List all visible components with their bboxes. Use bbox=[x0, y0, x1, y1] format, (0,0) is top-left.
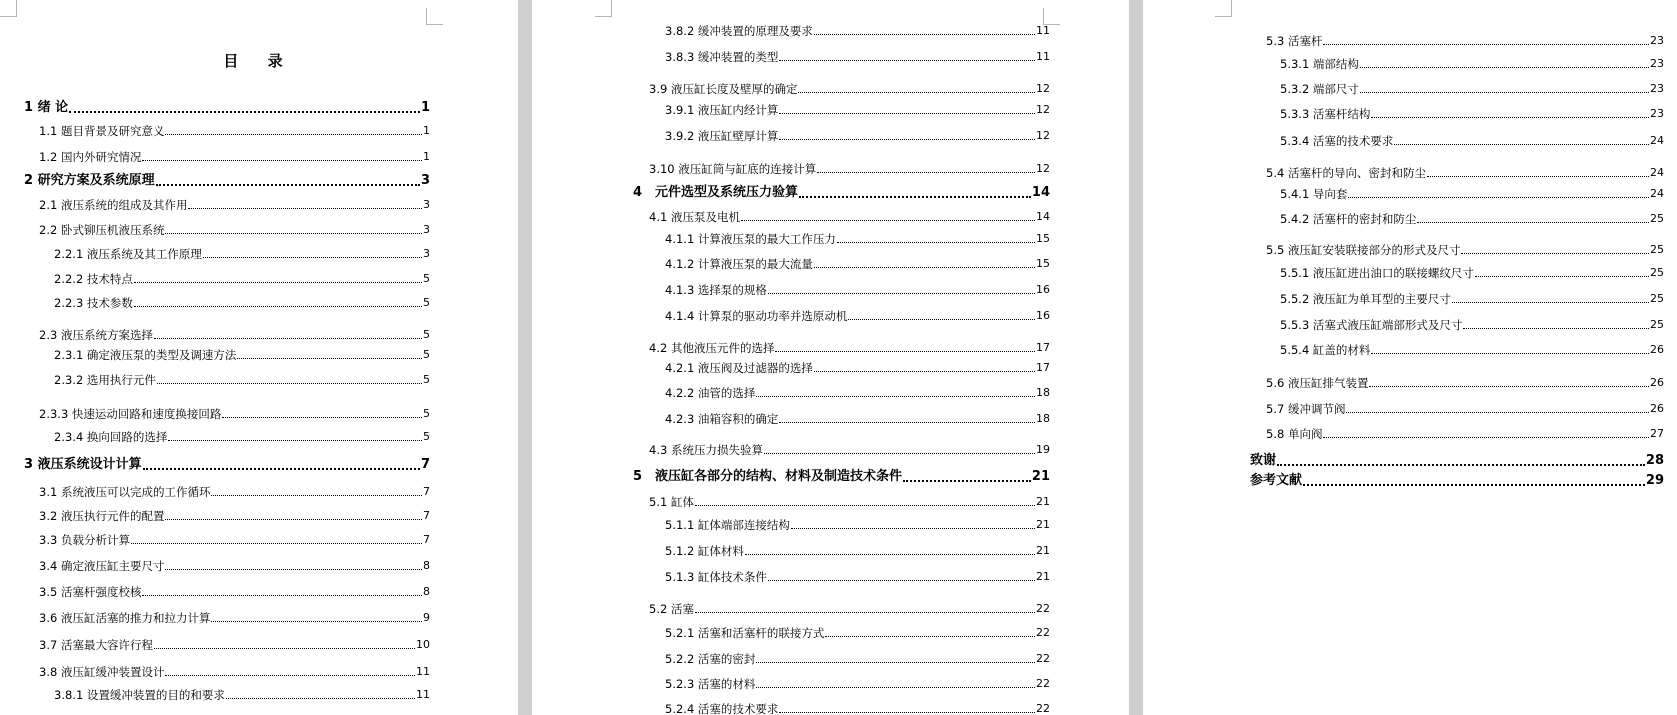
toc-dot-leader bbox=[1348, 197, 1649, 198]
toc-dot-leader bbox=[756, 687, 1035, 688]
toc-dot-leader bbox=[695, 612, 1035, 613]
toc-page-number: 26 bbox=[1650, 343, 1664, 356]
toc-dot-leader bbox=[779, 139, 1035, 140]
toc-page-number: 22 bbox=[1036, 677, 1050, 690]
toc-entry[interactable] bbox=[1280, 105, 1664, 123]
toc-entry-title: 2 研究方案及系统原理 bbox=[24, 173, 155, 188]
toc-entry[interactable] bbox=[39, 196, 430, 214]
toc-entry-title: 5.1.2 缸体材料 bbox=[665, 544, 744, 558]
toc-dot-leader bbox=[134, 306, 422, 307]
toc-entry-title: 3 液压系统设计计算 bbox=[24, 457, 142, 472]
toc-entry[interactable] bbox=[24, 456, 430, 474]
toc-entry-title: 2.2.3 技术参数 bbox=[54, 296, 133, 310]
toc-entry[interactable] bbox=[1280, 132, 1664, 150]
toc-dot-leader bbox=[768, 580, 1035, 581]
toc-entry-title: 1.1 题目背景及研究意义 bbox=[39, 124, 165, 138]
toc-page-number: 16 bbox=[1036, 309, 1050, 322]
toc-dot-leader bbox=[825, 636, 1035, 637]
toc-entry[interactable] bbox=[39, 663, 430, 681]
toc-dot-leader bbox=[188, 208, 422, 209]
toc-page-number: 17 bbox=[1036, 361, 1050, 374]
toc-entry[interactable] bbox=[54, 294, 430, 312]
toc-entry[interactable] bbox=[665, 359, 1050, 377]
toc-page-number: 14 bbox=[1031, 185, 1050, 200]
toc-dot-leader bbox=[165, 134, 422, 135]
toc-page-number: 11 bbox=[1036, 24, 1050, 37]
toc-page-number: 22 bbox=[1036, 652, 1050, 665]
toc-entry[interactable] bbox=[649, 339, 1050, 357]
toc-entry[interactable] bbox=[24, 172, 430, 190]
toc-entry[interactable] bbox=[665, 281, 1050, 299]
toc-dot-leader bbox=[1475, 276, 1649, 277]
toc-dot-leader bbox=[848, 319, 1035, 320]
toc-dot-leader bbox=[142, 595, 422, 596]
toc-entry[interactable] bbox=[633, 468, 1050, 486]
toc-page-number: 23 bbox=[1650, 107, 1664, 120]
toc-dot-leader bbox=[756, 662, 1035, 663]
toc-entry[interactable] bbox=[39, 507, 430, 525]
toc-entry-title: 5.1.3 缸体技术条件 bbox=[665, 570, 767, 584]
toc-dot-leader bbox=[165, 569, 422, 570]
toc-entry-title: 参考文献 bbox=[1250, 473, 1303, 488]
toc-entry-title: 5.7 缓冲调节阀 bbox=[1266, 402, 1346, 416]
toc-dot-leader bbox=[745, 554, 1035, 555]
toc-entry-title: 5.4.1 导向套 bbox=[1280, 187, 1348, 201]
toc-entry-title: 5.2.2 活塞的密封 bbox=[665, 652, 756, 666]
toc-entry[interactable] bbox=[1280, 80, 1664, 98]
toc-page-number: 3 bbox=[423, 223, 430, 236]
toc-entry-title: 2.2.1 液压系统及其工作原理 bbox=[54, 247, 202, 261]
toc-entry-title: 3.9.1 液压缸内经计算 bbox=[665, 103, 779, 117]
toc-entry[interactable] bbox=[1250, 472, 1664, 490]
document-page-3 bbox=[1143, 0, 1677, 715]
toc-entry[interactable] bbox=[665, 48, 1050, 66]
toc-dot-leader bbox=[779, 60, 1035, 61]
toc-entry-title: 5.5.3 活塞式液压缸端部形式及尺寸 bbox=[1280, 318, 1463, 332]
toc-entry[interactable] bbox=[54, 371, 430, 389]
toc-dot-leader bbox=[156, 184, 420, 186]
toc-entry-title: 5.2 活塞 bbox=[649, 602, 694, 616]
toc-dot-leader bbox=[768, 293, 1035, 294]
toc-page-number: 15 bbox=[1036, 232, 1050, 245]
toc-entry[interactable] bbox=[54, 428, 430, 446]
toc-dot-leader bbox=[756, 396, 1035, 397]
toc-entry[interactable] bbox=[665, 624, 1050, 642]
toc-dot-leader bbox=[226, 698, 415, 699]
toc-dot-leader bbox=[131, 543, 422, 544]
toc-page-number: 22 bbox=[1036, 702, 1050, 715]
toc-entry-title: 5.1 缸体 bbox=[649, 495, 694, 509]
toc-entry[interactable] bbox=[665, 22, 1050, 40]
toc-page-number: 3 bbox=[423, 247, 430, 260]
toc-page-number: 25 bbox=[1650, 243, 1664, 256]
toc-dot-leader bbox=[837, 242, 1035, 243]
toc-dot-leader bbox=[154, 648, 415, 649]
corner-mark bbox=[1215, 0, 1232, 17]
toc-entry[interactable] bbox=[39, 221, 430, 239]
toc-page-number: 1 bbox=[423, 150, 430, 163]
toc-entry-title: 3.1 系统液压可以完成的工作循环 bbox=[39, 485, 211, 499]
toc-page-number: 1 bbox=[423, 124, 430, 137]
toc-entry[interactable] bbox=[633, 184, 1050, 202]
toc-entry[interactable] bbox=[1266, 32, 1664, 50]
toc-entry[interactable] bbox=[1266, 425, 1664, 443]
toc-page-number: 21 bbox=[1031, 469, 1050, 484]
toc-entry-title: 5.4.2 活塞杆的密封和防尘 bbox=[1280, 212, 1417, 226]
toc-dot-leader bbox=[779, 712, 1035, 713]
toc-entry-title: 5.8 单向阀 bbox=[1266, 427, 1323, 441]
toc-entry-title: 4.1.3 选择泵的规格 bbox=[665, 283, 767, 297]
toc-entry-title: 3.8 液压缸缓冲装置设计 bbox=[39, 665, 165, 679]
toc-entry-title: 2.2 卧式铆压机液压系统 bbox=[39, 223, 165, 237]
toc-page-number: 18 bbox=[1036, 412, 1050, 425]
toc-entry[interactable] bbox=[665, 255, 1050, 273]
toc-entry[interactable] bbox=[665, 230, 1050, 248]
toc-dot-leader bbox=[814, 267, 1035, 268]
toc-page-number: 12 bbox=[1036, 162, 1050, 175]
toc-page-number: 25 bbox=[1650, 292, 1664, 305]
toc-page-number: 29 bbox=[1645, 473, 1664, 488]
toc-page-number: 27 bbox=[1650, 427, 1664, 440]
toc-entry[interactable] bbox=[39, 405, 430, 423]
toc-page-number: 22 bbox=[1036, 626, 1050, 639]
toc-dot-leader bbox=[165, 233, 422, 234]
corner-mark bbox=[595, 0, 612, 17]
toc-entry-title: 4.1.2 计算液压泵的最大流量 bbox=[665, 257, 813, 271]
toc-page-number: 12 bbox=[1036, 129, 1050, 142]
toc-entry-title: 3.9.2 液压缸壁厚计算 bbox=[665, 129, 779, 143]
toc-dot-leader bbox=[1463, 328, 1649, 329]
toc-page-number: 5 bbox=[423, 373, 430, 386]
toc-page-number: 22 bbox=[1036, 602, 1050, 615]
toc-dot-leader bbox=[775, 351, 1035, 352]
toc-entry-title: 3.8.2 缓冲装置的原理及要求 bbox=[665, 24, 813, 38]
toc-page-number: 11 bbox=[416, 688, 430, 701]
toc-entry-title: 5.1.1 缸体端部连接结构 bbox=[665, 518, 790, 532]
toc-dot-leader bbox=[157, 383, 422, 384]
toc-dot-leader bbox=[1360, 67, 1649, 68]
toc-entry-title: 5.3.3 活塞杆结构 bbox=[1280, 107, 1371, 121]
toc-entry[interactable] bbox=[24, 99, 430, 117]
toc-entry-title: 5.5 液压缸安装联接部分的形式及尺寸 bbox=[1266, 243, 1461, 257]
toc-dot-leader bbox=[814, 34, 1035, 35]
toc-dot-leader bbox=[1461, 253, 1649, 254]
toc-entry-title: 5.5.4 缸盖的材料 bbox=[1280, 343, 1371, 357]
toc-entry-title: 3.10 液压缸筒与缸底的连接计算 bbox=[649, 162, 817, 176]
toc-entry-title: 4.1.1 计算液压泵的最大工作压力 bbox=[665, 232, 836, 246]
toc-entry[interactable] bbox=[39, 609, 430, 627]
toc-entry[interactable] bbox=[39, 122, 430, 140]
toc-entry[interactable] bbox=[1280, 185, 1664, 203]
toc-page-number: 14 bbox=[1036, 210, 1050, 223]
toc-page-number: 25 bbox=[1650, 318, 1664, 331]
toc-entry[interactable] bbox=[39, 636, 430, 654]
toc-entry[interactable] bbox=[1266, 164, 1664, 182]
toc-dot-leader bbox=[799, 196, 1031, 198]
toc-dot-leader bbox=[154, 338, 422, 339]
toc-entry-title: 5 液压缸各部分的结构、材料及制造技术条件 bbox=[633, 469, 903, 484]
toc-dot-leader bbox=[203, 257, 422, 258]
toc-page-number: 1 bbox=[420, 100, 430, 115]
toc-dot-leader bbox=[903, 480, 1031, 482]
toc-dot-leader bbox=[165, 519, 422, 520]
toc-entry-title: 2.3.1 确定液压泵的类型及调速方法 bbox=[54, 348, 237, 362]
toc-entry[interactable] bbox=[39, 557, 430, 575]
toc-page-number: 21 bbox=[1036, 495, 1050, 508]
toc-dot-leader bbox=[211, 621, 422, 622]
toc-page-number: 16 bbox=[1036, 283, 1050, 296]
toc-dot-leader bbox=[1369, 386, 1649, 387]
toc-entry-title: 5.6 液压缸排气装置 bbox=[1266, 376, 1369, 390]
toc-dot-leader bbox=[791, 528, 1035, 529]
toc-page-number: 21 bbox=[1036, 570, 1050, 583]
toc-entry-title: 2.3 液压系统方案选择 bbox=[39, 328, 153, 342]
toc-page-number: 7 bbox=[420, 457, 430, 472]
toc-dot-leader bbox=[165, 675, 415, 676]
toc-dot-leader bbox=[142, 160, 422, 161]
toc-page-number: 26 bbox=[1650, 376, 1664, 389]
page-gap bbox=[518, 0, 532, 715]
toc-page-number: 7 bbox=[423, 533, 430, 546]
toc-dot-leader bbox=[1323, 437, 1649, 438]
toc-entry-title: 5.5.2 液压缸为单耳型的主要尺寸 bbox=[1280, 292, 1451, 306]
toc-entry[interactable] bbox=[54, 245, 430, 263]
toc-entry[interactable] bbox=[649, 441, 1050, 459]
toc-page-number: 5 bbox=[423, 272, 430, 285]
toc-entry-title: 5.4 活塞杆的导向、密封和防尘 bbox=[1266, 166, 1426, 180]
toc-page-number: 24 bbox=[1650, 134, 1664, 147]
toc-dot-leader bbox=[695, 505, 1035, 506]
toc-dot-leader bbox=[69, 111, 420, 113]
toc-entry-title: 2.3.4 换向回路的选择 bbox=[54, 430, 168, 444]
toc-page-number: 11 bbox=[1036, 50, 1050, 63]
toc-entry[interactable] bbox=[665, 516, 1050, 534]
toc-page-number: 10 bbox=[416, 638, 430, 651]
toc-dot-leader bbox=[211, 495, 422, 496]
toc-entry-title: 3.6 液压缸活塞的推力和拉力计算 bbox=[39, 611, 211, 625]
toc-entry-title: 5.2.4 活塞的技术要求 bbox=[665, 702, 779, 715]
toc-entry[interactable] bbox=[1266, 241, 1664, 259]
toc-dot-leader bbox=[222, 417, 422, 418]
toc-page-number: 23 bbox=[1650, 82, 1664, 95]
toc-entry[interactable] bbox=[1280, 264, 1664, 282]
toc-dot-leader bbox=[143, 468, 420, 470]
toc-entry-title: 3.9 液压缸长度及壁厚的确定 bbox=[649, 82, 798, 96]
document-page-1 bbox=[0, 0, 518, 715]
toc-dot-leader bbox=[1360, 92, 1649, 93]
toc-entry[interactable] bbox=[649, 493, 1050, 511]
toc-entry-title: 3.2 液压执行元件的配置 bbox=[39, 509, 165, 523]
toc-page-number: 21 bbox=[1036, 544, 1050, 557]
toc-entry-title: 4.2 其他液压元件的选择 bbox=[649, 341, 775, 355]
corner-mark bbox=[426, 8, 443, 25]
toc-entry-title: 4.1.4 计算泵的驱动功率并选原动机 bbox=[665, 309, 848, 323]
toc-dot-leader bbox=[1394, 144, 1649, 145]
toc-entry-title: 5.2.3 活塞的材料 bbox=[665, 677, 756, 691]
toc-entry[interactable] bbox=[39, 326, 430, 344]
toc-page-number: 12 bbox=[1036, 103, 1050, 116]
toc-entry[interactable] bbox=[1266, 400, 1664, 418]
toc-dot-leader bbox=[1303, 484, 1645, 486]
toc-entry[interactable] bbox=[54, 686, 430, 704]
toc-entry[interactable] bbox=[1250, 452, 1664, 470]
toc-entry-title: 2.3.3 快速运动回路和速度换接回路 bbox=[39, 407, 222, 421]
toc-page-number: 25 bbox=[1650, 266, 1664, 279]
toc-page-number: 12 bbox=[1036, 82, 1050, 95]
toc-entry-title: 5.2.1 活塞和活塞杆的联接方式 bbox=[665, 626, 825, 640]
toc-page-number: 25 bbox=[1650, 212, 1664, 225]
toc-dot-leader bbox=[817, 172, 1035, 173]
toc-entry[interactable] bbox=[649, 208, 1050, 226]
toc-dot-leader bbox=[1323, 44, 1649, 45]
toc-entry-title: 2.1 液压系统的组成及其作用 bbox=[39, 198, 188, 212]
toc-page-number: 8 bbox=[423, 585, 430, 598]
toc-page-number: 7 bbox=[423, 485, 430, 498]
toc-entry-title: 4.3 系统压力损失验算 bbox=[649, 443, 763, 457]
toc-page-number: 19 bbox=[1036, 443, 1050, 456]
toc-page-number: 23 bbox=[1650, 57, 1664, 70]
toc-dot-leader bbox=[779, 113, 1035, 114]
toc-page-number: 5 bbox=[423, 348, 430, 361]
toc-entry-title: 3.7 活塞最大容许行程 bbox=[39, 638, 153, 652]
toc-entry[interactable] bbox=[665, 101, 1050, 119]
page-gap bbox=[1129, 0, 1143, 715]
toc-entry-title: 5.3.1 端部结构 bbox=[1280, 57, 1359, 71]
document-page-2 bbox=[532, 0, 1129, 715]
toc-entry[interactable] bbox=[665, 675, 1050, 693]
toc-entry[interactable] bbox=[665, 410, 1050, 428]
toc-entry-title: 4.2.2 油管的选择 bbox=[665, 386, 756, 400]
toc-dot-leader bbox=[134, 282, 422, 283]
toc-entry-title: 5.3 活塞杆 bbox=[1266, 34, 1323, 48]
toc-page-number: 18 bbox=[1036, 386, 1050, 399]
toc-entry-title: 4.1 液压泵及电机 bbox=[649, 210, 740, 224]
toc-page-number: 3 bbox=[423, 198, 430, 211]
toc-entry[interactable] bbox=[39, 148, 430, 166]
toc-page-number: 3 bbox=[420, 173, 430, 188]
toc-page-number: 28 bbox=[1645, 453, 1664, 468]
toc-page-number: 24 bbox=[1650, 166, 1664, 179]
toc-page-number: 8 bbox=[423, 559, 430, 572]
toc-entry[interactable] bbox=[649, 600, 1050, 618]
toc-entry-title: 4 元件选型及系统压力验算 bbox=[633, 185, 799, 200]
toc-page-number: 7 bbox=[423, 509, 430, 522]
toc-entry-title: 2.2.2 技术特点 bbox=[54, 272, 133, 286]
toc-dot-leader bbox=[168, 440, 422, 441]
toc-entry-title: 3.3 负载分析计算 bbox=[39, 533, 130, 547]
toc-entry[interactable] bbox=[54, 270, 430, 288]
toc-entry[interactable] bbox=[665, 568, 1050, 586]
toc-entry-title: 2.3.2 选用执行元件 bbox=[54, 373, 156, 387]
toc-entry[interactable] bbox=[649, 80, 1050, 98]
toc-dot-leader bbox=[1371, 117, 1649, 118]
toc-entry-title: 4.2.3 油箱容积的确定 bbox=[665, 412, 779, 426]
toc-entry[interactable] bbox=[39, 483, 430, 501]
toc-dot-leader bbox=[1346, 412, 1649, 413]
toc-page-number: 5 bbox=[423, 430, 430, 443]
toc-dot-leader bbox=[1277, 464, 1645, 466]
toc-entry[interactable] bbox=[1280, 210, 1664, 228]
toc-dot-leader bbox=[798, 92, 1035, 93]
toc-entry[interactable] bbox=[665, 307, 1050, 325]
toc-entry[interactable] bbox=[665, 700, 1050, 715]
toc-title: 目 录 bbox=[223, 52, 295, 70]
toc-entry[interactable] bbox=[665, 542, 1050, 560]
toc-dot-leader bbox=[814, 371, 1035, 372]
toc-entry-title: 3.8.3 缓冲装置的类型 bbox=[665, 50, 779, 64]
toc-entry[interactable] bbox=[665, 384, 1050, 402]
toc-page-number: 17 bbox=[1036, 341, 1050, 354]
toc-entry[interactable] bbox=[1280, 316, 1664, 334]
toc-dot-leader bbox=[237, 358, 422, 359]
toc-page-number: 15 bbox=[1036, 257, 1050, 270]
toc-entry[interactable] bbox=[665, 127, 1050, 145]
toc-entry-title: 3.5 活塞杆强度校核 bbox=[39, 585, 142, 599]
toc-entry-title: 1.2 国内外研究情况 bbox=[39, 150, 142, 164]
toc-entry[interactable] bbox=[54, 346, 430, 364]
toc-dot-leader bbox=[764, 453, 1035, 454]
toc-page-number: 26 bbox=[1650, 402, 1664, 415]
toc-page-number: 11 bbox=[416, 665, 430, 678]
toc-dot-leader bbox=[1427, 176, 1649, 177]
toc-page-number: 21 bbox=[1036, 518, 1050, 531]
toc-dot-leader bbox=[1452, 302, 1649, 303]
toc-entry-title: 4.2.1 液压阀及过滤器的选择 bbox=[665, 361, 813, 375]
toc-page-number: 5 bbox=[423, 407, 430, 420]
toc-entry[interactable] bbox=[665, 650, 1050, 668]
toc-entry-title: 致谢 bbox=[1250, 453, 1277, 468]
toc-entry[interactable] bbox=[1280, 55, 1664, 73]
toc-page-number: 23 bbox=[1650, 34, 1664, 47]
toc-page-number: 5 bbox=[423, 296, 430, 309]
toc-page-number: 5 bbox=[423, 328, 430, 341]
toc-page-number: 9 bbox=[423, 611, 430, 624]
toc-entry[interactable] bbox=[1280, 341, 1664, 359]
toc-entry[interactable] bbox=[39, 583, 430, 601]
toc-dot-leader bbox=[1371, 353, 1649, 354]
toc-entry-title: 5.5.1 液压缸进出油口的联接螺纹尺寸 bbox=[1280, 266, 1474, 280]
toc-entry[interactable] bbox=[1266, 374, 1664, 392]
toc-entry[interactable] bbox=[1280, 290, 1664, 308]
toc-entry-title: 5.3.4 活塞的技术要求 bbox=[1280, 134, 1394, 148]
toc-entry[interactable] bbox=[39, 531, 430, 549]
toc-entry-title: 1 绪 论 bbox=[24, 100, 69, 115]
toc-dot-leader bbox=[779, 422, 1035, 423]
toc-entry-title: 3.8.1 设置缓冲装置的目的和要求 bbox=[54, 688, 225, 702]
toc-dot-leader bbox=[741, 220, 1035, 221]
toc-entry[interactable] bbox=[649, 160, 1050, 178]
toc-entry-title: 3.4 确定液压缸主要尺寸 bbox=[39, 559, 165, 573]
toc-entry-title: 5.3.2 端部尺寸 bbox=[1280, 82, 1359, 96]
toc-page-number: 24 bbox=[1650, 187, 1664, 200]
toc-dot-leader bbox=[1417, 222, 1649, 223]
corner-mark bbox=[0, 0, 17, 17]
